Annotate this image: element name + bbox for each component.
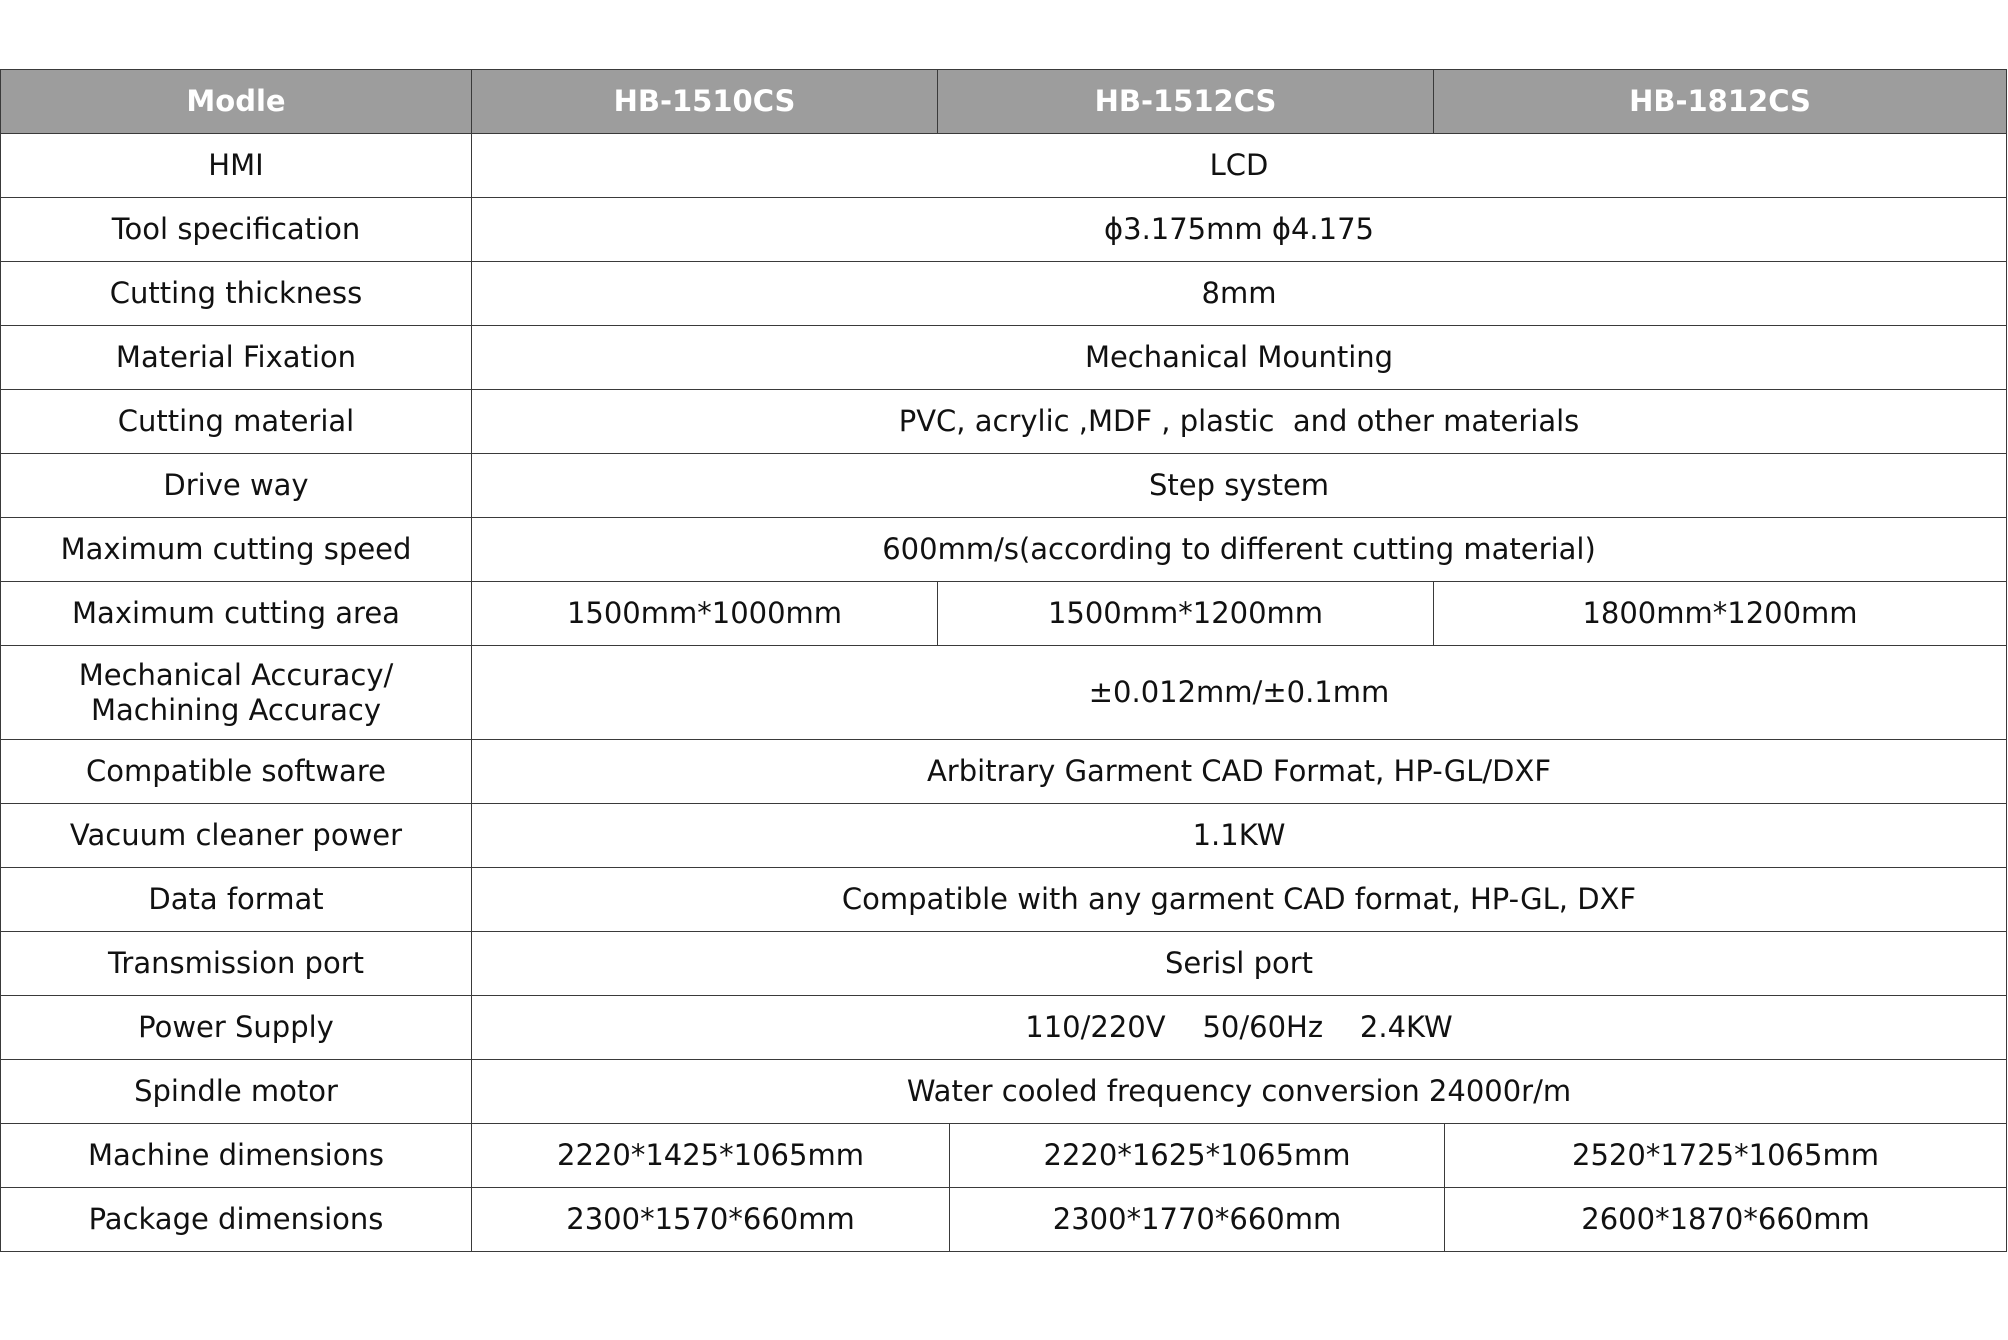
row-label: Transmission port — [1, 932, 472, 996]
row-value: 600mm/s(according to different cutting material) — [472, 518, 2007, 582]
table-row — [1, 1060, 2007, 1124]
row-label: Cutting thickness — [1, 262, 472, 326]
row-label: Maximum cutting speed — [1, 518, 472, 582]
header-model-3: HB-1812CS — [1434, 70, 2007, 134]
table-row — [1, 1188, 2007, 1252]
row-value: Step system — [472, 454, 2007, 518]
row-value: Mechanical Mounting — [472, 326, 2007, 390]
table-row — [1, 582, 2007, 646]
row-value-model-2: 1500mm*1200mm — [938, 582, 1434, 646]
row-label: Machine dimensions — [1, 1124, 472, 1188]
table-row — [1, 262, 2007, 326]
header-model-2: HB-1512CS — [938, 70, 1434, 134]
row-value: LCD — [472, 134, 2007, 198]
row-value-model-2: 2220*1625*1065mm — [950, 1124, 1445, 1188]
row-label-line-2: Machining Accuracy — [90, 692, 381, 727]
row-label: Tool specification — [1, 198, 472, 262]
header-model-1: HB-1510CS — [472, 70, 938, 134]
row-label: Cutting material — [1, 390, 472, 454]
row-label: Vacuum cleaner power — [1, 804, 472, 868]
table-row — [1, 932, 2007, 996]
row-value: Arbitrary Garment CAD Format, HP-GL/DXF — [472, 740, 2007, 804]
spec-table-container — [0, 69, 2008, 1252]
row-value: 110/220V 50/60Hz 2.4KW — [472, 996, 2007, 1060]
row-label: HMI — [1, 134, 472, 198]
spec-table — [0, 69, 2007, 1252]
row-value: PVC, acrylic ,MDF , plastic and other materials — [472, 390, 2007, 454]
row-value-model-1: 2300*1570*660mm — [472, 1188, 950, 1252]
row-value: 8mm — [472, 262, 2007, 326]
row-value: 1.1KW — [472, 804, 2007, 868]
row-value-model-3: 1800mm*1200mm — [1434, 582, 2007, 646]
table-row — [1, 740, 2007, 804]
table-row — [1, 804, 2007, 868]
row-value: Serisl port — [472, 932, 2007, 996]
row-value-model-3: 2600*1870*660mm — [1445, 1188, 2007, 1252]
table-row — [1, 518, 2007, 582]
row-label: Data format — [1, 868, 472, 932]
row-label-line-1: Mechanical Accuracy/ — [78, 657, 394, 692]
table-row — [1, 1124, 2007, 1188]
table-row — [1, 134, 2007, 198]
row-value: Compatible with any garment CAD format, HP-GL, DXF — [472, 868, 2007, 932]
row-value: Water cooled frequency conversion 24000r/m — [472, 1060, 2007, 1124]
row-value-model-3: 2520*1725*1065mm — [1445, 1124, 2007, 1188]
table-row — [1, 390, 2007, 454]
row-value-model-1: 2220*1425*1065mm — [472, 1124, 950, 1188]
table-row — [1, 326, 2007, 390]
table-row — [1, 454, 2007, 518]
row-value-model-2: 2300*1770*660mm — [950, 1188, 1445, 1252]
row-label: Package dimensions — [1, 1188, 472, 1252]
header-model-label: Modle — [1, 70, 472, 134]
row-value: ±0.012mm/±0.1mm — [472, 646, 2007, 740]
row-label: Compatible software — [1, 740, 472, 804]
row-value-model-1: 1500mm*1000mm — [472, 582, 938, 646]
table-row — [1, 198, 2007, 262]
row-value: ϕ3.175mm ϕ4.175 — [472, 198, 2007, 262]
row-label: Drive way — [1, 454, 472, 518]
header-row — [1, 70, 2007, 134]
table-row — [1, 996, 2007, 1060]
table-row — [1, 646, 2007, 740]
row-label: Maximum cutting area — [1, 582, 472, 646]
table-row — [1, 868, 2007, 932]
row-label: Spindle motor — [1, 1060, 472, 1124]
row-label: Material Fixation — [1, 326, 472, 390]
row-label: Power Supply — [1, 996, 472, 1060]
row-label — [1, 646, 472, 740]
